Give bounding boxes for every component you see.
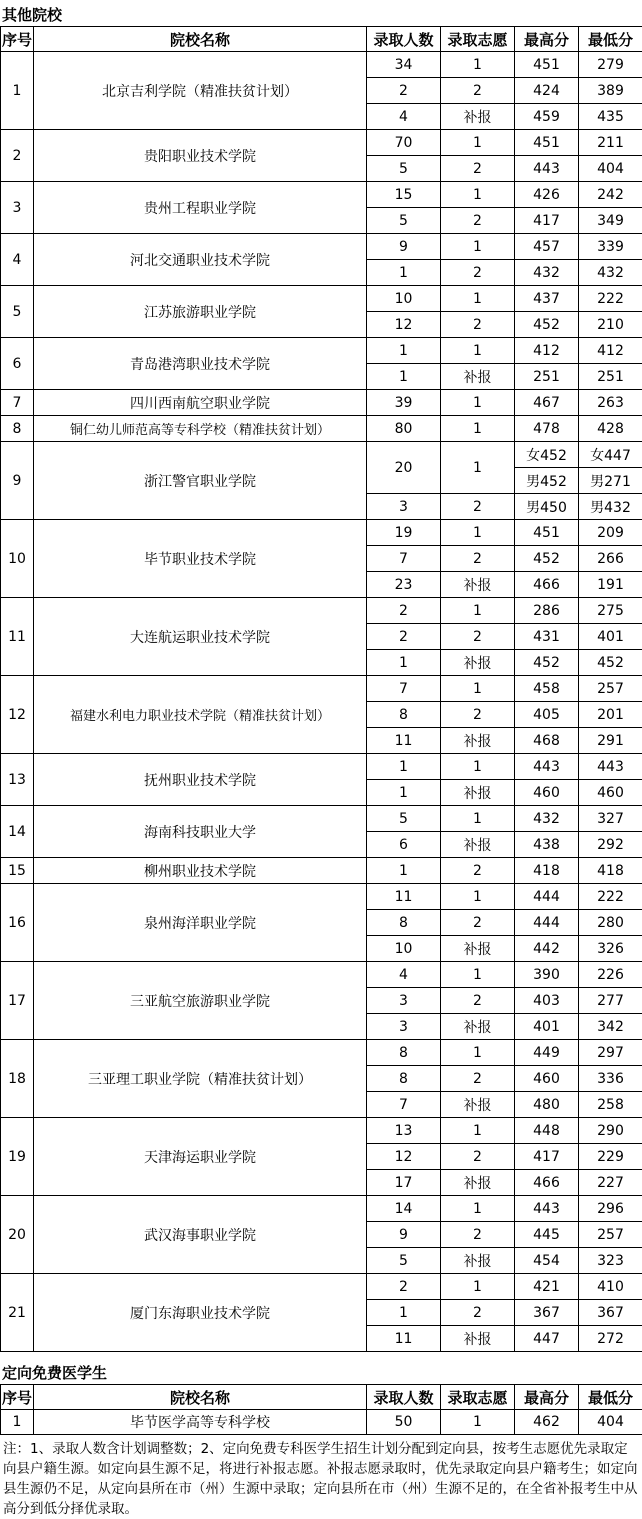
lowest-score-cell: 339 [579,234,642,260]
table-row [1,442,642,468]
lowest-score-cell: 280 [579,910,642,936]
admitted-count-cell: 2 [367,598,441,624]
highest-score-cell: 462 [515,1410,579,1435]
table-row [1,676,642,702]
highest-score-cell: 466 [515,1170,579,1196]
highest-score-cell: 447 [515,1326,579,1352]
header-school-name: 院校名称 [34,27,367,52]
admission-choice-cell: 1 [441,234,515,260]
admission-choice-cell: 1 [441,1040,515,1066]
admission-table [0,26,642,1352]
lowest-score-cell: 227 [579,1170,642,1196]
school-name-cell: 铜仁幼儿师范高等专科学校（精准扶贫计划） [34,416,367,442]
school-name-cell: 四川西南航空职业学院 [34,390,367,416]
highest-score-cell: 432 [515,806,579,832]
serial-cell: 5 [1,286,34,338]
header-lowest-score: 最低分 [579,27,642,52]
admitted-count-cell: 13 [367,1118,441,1144]
admission-choice-cell: 2 [441,78,515,104]
table-row [1,1410,642,1435]
admitted-count-cell: 5 [367,806,441,832]
lowest-score-cell: 452 [579,650,642,676]
admission-choice-cell: 补报 [441,1248,515,1274]
admitted-count-cell: 10 [367,286,441,312]
admitted-count-cell: 1 [367,338,441,364]
lowest-score-cell: 342 [579,1014,642,1040]
admitted-count-cell: 4 [367,962,441,988]
admitted-count-cell: 10 [367,936,441,962]
admitted-count-cell: 20 [367,442,441,494]
admission-choice-cell: 2 [441,494,515,520]
header-lowest-score: 最低分 [579,1385,642,1410]
admitted-count-cell: 2 [367,624,441,650]
admitted-count-cell: 1 [367,650,441,676]
table-row [1,182,642,208]
serial-cell: 1 [1,1410,34,1435]
serial-cell: 10 [1,520,34,598]
admission-choice-cell: 补报 [441,364,515,390]
highest-score-cell: 458 [515,676,579,702]
lowest-score-cell: 389 [579,78,642,104]
table-row [1,598,642,624]
lowest-score-cell: 412 [579,338,642,364]
admission-choice-cell: 1 [441,182,515,208]
table-row [1,338,642,364]
school-name-cell: 海南科技职业大学 [34,806,367,858]
header-admitted-count: 录取人数 [367,1385,441,1410]
highest-score-cell: 417 [515,1144,579,1170]
lowest-score-cell: 女447 [579,442,642,468]
highest-score-cell: 438 [515,832,579,858]
section-title-other-schools: 其他院校 [2,6,63,24]
lowest-score-cell: 349 [579,208,642,234]
school-name-cell: 北京吉利学院（精准扶贫计划） [34,52,367,130]
highest-score-cell: 431 [515,624,579,650]
admitted-count-cell: 8 [367,1066,441,1092]
serial-cell: 20 [1,1196,34,1274]
highest-score-cell: 460 [515,780,579,806]
admission-choice-cell: 1 [441,1274,515,1300]
admission-choice-cell: 2 [441,546,515,572]
school-name-cell: 浙江警官职业学院 [34,442,367,520]
admitted-count-cell: 50 [367,1410,441,1435]
highest-score-cell: 390 [515,962,579,988]
admission-choice-cell: 1 [441,130,515,156]
highest-score-cell: 286 [515,598,579,624]
admitted-count-cell: 12 [367,1144,441,1170]
highest-score-cell: 418 [515,858,579,884]
lowest-score-cell: 296 [579,1196,642,1222]
highest-score-cell: 443 [515,156,579,182]
lowest-score-cell: 291 [579,728,642,754]
admitted-count-cell: 5 [367,156,441,182]
admission-choice-cell: 1 [441,1118,515,1144]
highest-score-cell: 424 [515,78,579,104]
lowest-score-cell: 410 [579,1274,642,1300]
admission-choice-cell: 1 [441,1410,515,1435]
footnote: 注：1、录取人数含计划调整数；2、定向免费专科医学生招生计划分配到定向县，按考生志愿优先录取定向县户籍生源。如定向县生源不足，将进行补报志愿。补报志愿录取时，优先录取定向县户籍考生；如定向县生源仍不足，从定向县所在市（州）生源中录取；定向县所在市（州）生源不足的，在全省补报考生中从高分到低分择优录取。 [3,1441,638,1517]
highest-score-cell: 452 [515,650,579,676]
lowest-score-cell: 277 [579,988,642,1014]
lowest-score-cell: 201 [579,702,642,728]
lowest-score-cell: 404 [579,156,642,182]
lowest-score-cell: 272 [579,1326,642,1352]
school-name-cell: 青岛港湾职业技术学院 [34,338,367,390]
highest-score-cell: 449 [515,1040,579,1066]
admitted-count-cell: 1 [367,260,441,286]
highest-score-cell: 443 [515,1196,579,1222]
highest-score-cell: 412 [515,338,579,364]
admitted-count-cell: 11 [367,884,441,910]
lowest-score-cell: 443 [579,754,642,780]
admission-choice-cell: 补报 [441,936,515,962]
highest-score-cell: 417 [515,208,579,234]
admission-choice-cell: 补报 [441,650,515,676]
serial-cell: 13 [1,754,34,806]
admission-choice-cell: 1 [441,754,515,780]
lowest-score-cell: 222 [579,884,642,910]
lowest-score-cell: 257 [579,1222,642,1248]
serial-cell: 7 [1,390,34,416]
header-serial: 序号 [1,1385,34,1410]
admitted-count-cell: 2 [367,1274,441,1300]
admission-choice-cell: 2 [441,1300,515,1326]
admitted-count-cell: 7 [367,676,441,702]
lowest-score-cell: 263 [579,390,642,416]
admitted-count-cell: 11 [367,728,441,754]
table-row [1,416,642,442]
admitted-count-cell: 6 [367,832,441,858]
highest-score-cell: 女452 [515,442,579,468]
highest-score-cell: 443 [515,754,579,780]
admitted-count-cell: 9 [367,234,441,260]
admitted-count-cell: 34 [367,52,441,78]
admitted-count-cell: 1 [367,754,441,780]
table-row [1,286,642,312]
lowest-score-cell: 401 [579,624,642,650]
header-serial: 序号 [1,27,34,52]
school-name-cell: 泉州海洋职业学院 [34,884,367,962]
admitted-count-cell: 1 [367,1300,441,1326]
lowest-score-cell: 326 [579,936,642,962]
highest-score-cell: 437 [515,286,579,312]
serial-cell: 6 [1,338,34,390]
admitted-count-cell: 3 [367,1014,441,1040]
admitted-count-cell: 5 [367,208,441,234]
admitted-count-cell: 5 [367,1248,441,1274]
admitted-count-cell: 1 [367,858,441,884]
table-row [1,1274,642,1300]
admitted-count-cell: 3 [367,988,441,1014]
school-name-cell: 抚州职业技术学院 [34,754,367,806]
admission-choice-cell: 补报 [441,572,515,598]
school-name-cell: 三亚航空旅游职业学院 [34,962,367,1040]
admission-choice-cell: 2 [441,1222,515,1248]
admission-choice-cell: 2 [441,988,515,1014]
admitted-count-cell: 19 [367,520,441,546]
admission-choice-cell: 补报 [441,780,515,806]
lowest-score-cell: 258 [579,1092,642,1118]
lowest-score-cell: 242 [579,182,642,208]
highest-score-cell: 426 [515,182,579,208]
admission-choice-cell: 2 [441,1066,515,1092]
highest-score-cell: 457 [515,234,579,260]
serial-cell: 14 [1,806,34,858]
table-row [1,1040,642,1066]
lowest-score-cell: 251 [579,364,642,390]
school-name-cell: 江苏旅游职业学院 [34,286,367,338]
highest-score-cell: 448 [515,1118,579,1144]
table-row [1,962,642,988]
highest-score-cell: 403 [515,988,579,1014]
serial-cell: 2 [1,130,34,182]
admitted-count-cell: 1 [367,780,441,806]
highest-score-cell: 445 [515,1222,579,1248]
school-name-cell: 厦门东海职业技术学院 [34,1274,367,1352]
admission-choice-cell: 1 [441,442,515,494]
highest-score-cell: 421 [515,1274,579,1300]
admitted-count-cell: 80 [367,416,441,442]
admitted-count-cell: 15 [367,182,441,208]
table-row [1,390,642,416]
highest-score-cell: 452 [515,312,579,338]
highest-score-cell: 442 [515,936,579,962]
serial-cell: 16 [1,884,34,962]
highest-score-cell: 452 [515,546,579,572]
lowest-score-cell: 292 [579,832,642,858]
school-name-cell: 武汉海事职业学院 [34,1196,367,1274]
admitted-count-cell: 8 [367,702,441,728]
admitted-count-cell: 7 [367,546,441,572]
admitted-count-cell: 17 [367,1170,441,1196]
lowest-score-cell: 418 [579,858,642,884]
admission-choice-cell: 1 [441,286,515,312]
admitted-count-cell: 9 [367,1222,441,1248]
lowest-score-cell: 428 [579,416,642,442]
admission-choice-cell: 2 [441,910,515,936]
highest-score-cell: 468 [515,728,579,754]
lowest-score-cell: 257 [579,676,642,702]
table-header-row [1,27,642,52]
lowest-score-cell: 226 [579,962,642,988]
highest-score-cell: 男452 [515,468,579,494]
serial-cell: 3 [1,182,34,234]
admitted-count-cell: 11 [367,1326,441,1352]
admission-choice-cell: 1 [441,338,515,364]
admission-choice-cell: 2 [441,312,515,338]
lowest-score-cell: 266 [579,546,642,572]
table-header-row [1,1385,642,1410]
admitted-count-cell: 23 [367,572,441,598]
header-admitted-count: 录取人数 [367,27,441,52]
table-row [1,520,642,546]
highest-score-cell: 251 [515,364,579,390]
lowest-score-cell: 290 [579,1118,642,1144]
serial-cell: 15 [1,858,34,884]
serial-cell: 11 [1,598,34,676]
table-row [1,52,642,78]
header-admission-choice: 录取志愿 [441,1385,515,1410]
serial-cell: 17 [1,962,34,1040]
highest-score-cell: 451 [515,130,579,156]
lowest-score-cell: 210 [579,312,642,338]
lowest-score-cell: 460 [579,780,642,806]
table-row [1,884,642,910]
admission-choice-cell: 补报 [441,1326,515,1352]
serial-cell: 18 [1,1040,34,1118]
serial-cell: 12 [1,676,34,754]
admitted-count-cell: 8 [367,1040,441,1066]
lowest-score-cell: 男271 [579,468,642,494]
lowest-score-cell: 327 [579,806,642,832]
highest-score-cell: 451 [515,52,579,78]
highest-score-cell: 459 [515,104,579,130]
admission-choice-cell: 2 [441,624,515,650]
highest-score-cell: 401 [515,1014,579,1040]
table-row [1,130,642,156]
medical-students-table [0,1384,642,1435]
lowest-score-cell: 297 [579,1040,642,1066]
admission-choice-cell: 1 [441,962,515,988]
table-row [1,858,642,884]
school-name-cell: 福建水利电力职业技术学院（精准扶贫计划） [34,676,367,754]
admission-choice-cell: 1 [441,390,515,416]
lowest-score-cell: 279 [579,52,642,78]
table-row [1,754,642,780]
admitted-count-cell: 7 [367,1092,441,1118]
admitted-count-cell: 4 [367,104,441,130]
admission-choice-cell: 2 [441,1144,515,1170]
section-title-medical-students: 定向免费医学生 [2,1364,108,1382]
school-name-cell: 贵州工程职业学院 [34,182,367,234]
highest-score-cell: 451 [515,520,579,546]
serial-cell: 8 [1,416,34,442]
admission-choice-cell: 补报 [441,832,515,858]
admitted-count-cell: 3 [367,494,441,520]
admission-choice-cell: 1 [441,598,515,624]
admitted-count-cell: 1 [367,364,441,390]
header-highest-score: 最高分 [515,1385,579,1410]
admitted-count-cell: 14 [367,1196,441,1222]
admission-choice-cell: 2 [441,702,515,728]
highest-score-cell: 444 [515,884,579,910]
lowest-score-cell: 323 [579,1248,642,1274]
lowest-score-cell: 435 [579,104,642,130]
highest-score-cell: 432 [515,260,579,286]
highest-score-cell: 405 [515,702,579,728]
school-name-cell: 柳州职业技术学院 [34,858,367,884]
highest-score-cell: 454 [515,1248,579,1274]
highest-score-cell: 444 [515,910,579,936]
admission-choice-cell: 1 [441,52,515,78]
admission-choice-cell: 补报 [441,1014,515,1040]
highest-score-cell: 480 [515,1092,579,1118]
admission-choice-cell: 1 [441,806,515,832]
school-name-cell: 毕节医学高等专科学校 [34,1410,367,1435]
admission-choice-cell: 补报 [441,1170,515,1196]
serial-cell: 1 [1,52,34,130]
lowest-score-cell: 211 [579,130,642,156]
table-row [1,234,642,260]
serial-cell: 4 [1,234,34,286]
admission-choice-cell: 1 [441,676,515,702]
serial-cell: 21 [1,1274,34,1352]
admission-choice-cell: 补报 [441,104,515,130]
table-row [1,1118,642,1144]
school-name-cell: 天津海运职业学院 [34,1118,367,1196]
highest-score-cell: 478 [515,416,579,442]
lowest-score-cell: 男432 [579,494,642,520]
serial-cell: 19 [1,1118,34,1196]
table-row [1,806,642,832]
lowest-score-cell: 404 [579,1410,642,1435]
admitted-count-cell: 8 [367,910,441,936]
highest-score-cell: 467 [515,390,579,416]
school-name-cell: 毕节职业技术学院 [34,520,367,598]
highest-score-cell: 466 [515,572,579,598]
table-row [1,1196,642,1222]
header-highest-score: 最高分 [515,27,579,52]
admission-choice-cell: 1 [441,1196,515,1222]
highest-score-cell: 460 [515,1066,579,1092]
lowest-score-cell: 191 [579,572,642,598]
admission-choice-cell: 1 [441,520,515,546]
school-name-cell: 贵阳职业技术学院 [34,130,367,182]
lowest-score-cell: 209 [579,520,642,546]
admission-choice-cell: 1 [441,884,515,910]
admission-choice-cell: 1 [441,416,515,442]
admission-choice-cell: 2 [441,156,515,182]
highest-score-cell: 男450 [515,494,579,520]
header-school-name: 院校名称 [34,1385,367,1410]
admission-choice-cell: 2 [441,208,515,234]
header-admission-choice: 录取志愿 [441,27,515,52]
lowest-score-cell: 275 [579,598,642,624]
serial-cell: 9 [1,442,34,520]
lowest-score-cell: 229 [579,1144,642,1170]
lowest-score-cell: 336 [579,1066,642,1092]
lowest-score-cell: 222 [579,286,642,312]
admitted-count-cell: 12 [367,312,441,338]
lowest-score-cell: 367 [579,1300,642,1326]
admission-choice-cell: 2 [441,260,515,286]
admitted-count-cell: 39 [367,390,441,416]
school-name-cell: 河北交通职业技术学院 [34,234,367,286]
school-name-cell: 三亚理工职业学院（精准扶贫计划） [34,1040,367,1118]
lowest-score-cell: 432 [579,260,642,286]
highest-score-cell: 367 [515,1300,579,1326]
admitted-count-cell: 70 [367,130,441,156]
admission-choice-cell: 补报 [441,1092,515,1118]
admission-choice-cell: 补报 [441,728,515,754]
admitted-count-cell: 2 [367,78,441,104]
admission-choice-cell: 2 [441,858,515,884]
school-name-cell: 大连航运职业技术学院 [34,598,367,676]
